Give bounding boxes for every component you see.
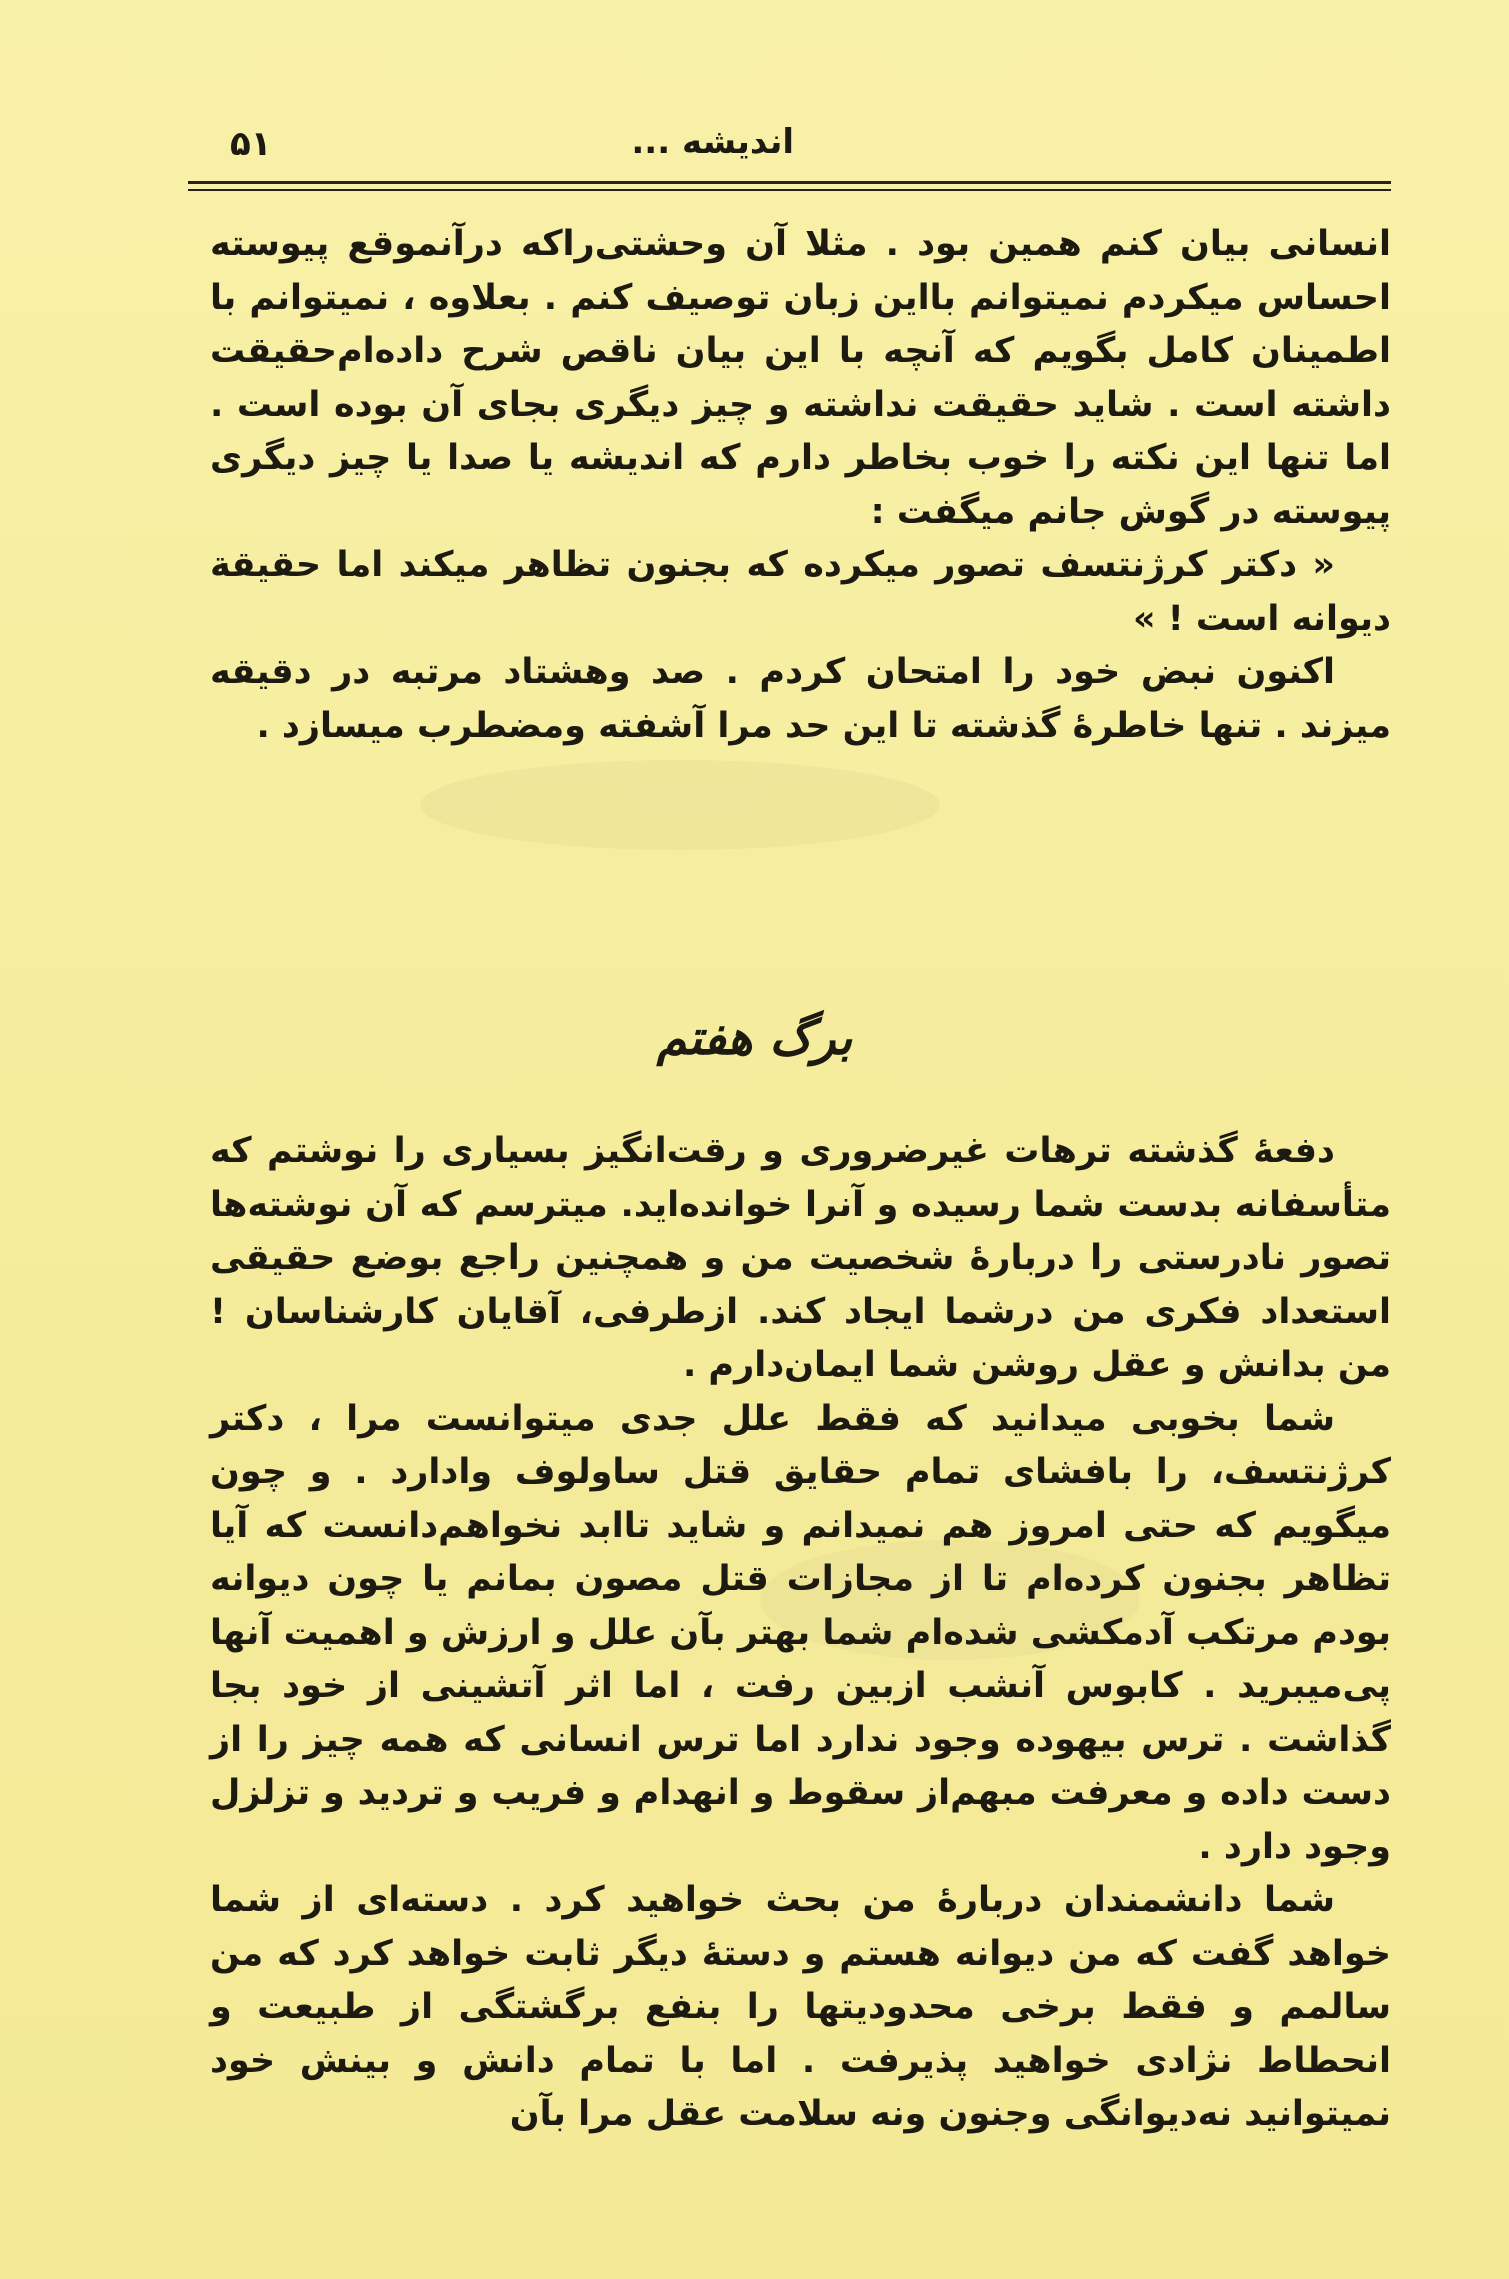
header-rule — [188, 181, 1391, 184]
page-header — [230, 120, 1379, 178]
paper-stain — [420, 760, 940, 850]
header-rule-thin — [188, 189, 1391, 191]
paragraph: شما بخوبی میدانید که فقط علل جدی میتوانست مرا ، دکتر کرژنتسف، را بافشای تمام حقایق قتل ساولوف وادارد . و چون میگویم که حتی امروز هم نمیدانم و شاید تاابد نخواهم‌دانست که آیا تظاهر بجنون کرده‌ام تا از مجازات قتل مصون بمانم یا چون دیوانه بودم مرتکب آدمکشی شده‌ام شما بهتر بآن علل و ارزش و اهمیت آنها پی‌میبرید . کابوس آنشب ازبین رفت ، اما اثر آتشینی از خود بجا گذاشت . ترس بیهوده وجود ندارد اما ترس انسانی که همه چیز را از دست داده و معرفت مبهم‌از سقوط و انهدام و فریب و تردید و تزلزل وجود دارد . — [210, 1398, 1391, 1867]
paragraph: انسانی بیان کنم همین بود . مثلا آن وحشتی‌راکه درآنموقع پیوسته احساس میکردم نمیتوانم بااین زبان توصیف کنم . بعلاوه ، نمیتوانم با اطمینان کامل بگویم که آنچه با این بیان ناقص شرح داده‌ام‌حقیقت داشته است . شاید حقیقت نداشته و چیز دیگری بجای آن بوده است . اما تنها این نکته را خوب بخاطر دارم که اندیشه یا صدا یا چیز دیگری پیوسته در گوش جانم میگفت : — [210, 224, 1391, 532]
paragraph: اکنون نبض خود را امتحان کردم . صد وهشتاد مرتبه در دقیقه میزند . تنها خاطرهٔ گذشته تا این حد مرا آشفته ومضطرب میسازد . — [210, 652, 1391, 746]
page-number: ۵۱ — [230, 124, 272, 164]
paragraph-quote: « دکتر کرژنتسف تصور میکرده که بجنون تظاهر میکند اما حقیقة دیوانه است ! » — [210, 545, 1391, 639]
running-title: اندیشه ... — [631, 122, 794, 162]
chapter-title: برگ هفتم — [656, 1010, 853, 1066]
text-block-continuation — [210, 218, 1391, 753]
paragraph: شما دانشمندان دربارهٔ من بحث خواهید کرد . دسته‌ای از شما خواهد گفت که من دیوانه هستم و دستهٔ دیگر ثابت خواهد کرد که من سالمم و فقط برخی محدودیتها را بنفع برگشتگی از طبیعت و انحطاط نژادی خواهید پذیرفت . اما با تمام دانش و بینش خود نمیتوانید نه‌دیوانگی وجنون ونه سلامت عقل مرا بآن — [210, 1880, 1391, 2134]
paragraph: دفعهٔ گذشته ترهات غیرضروری و رقت‌انگیز بسیاری را نوشتم که متأسفانه بدست شما رسیده و آنرا خوانده‌اید. میترسم که آن نوشته‌ها تصور نادرستی را دربارهٔ شخصیت من و همچنین راجع بوضع حقیقی استعداد فکری من درشما ایجاد کند. ازطرفی، آقایان کارشناسان ! من بدانش و عقل روشن شما ایمان‌دارم . — [210, 1131, 1391, 1385]
text-block-chapter — [210, 1125, 1391, 2142]
